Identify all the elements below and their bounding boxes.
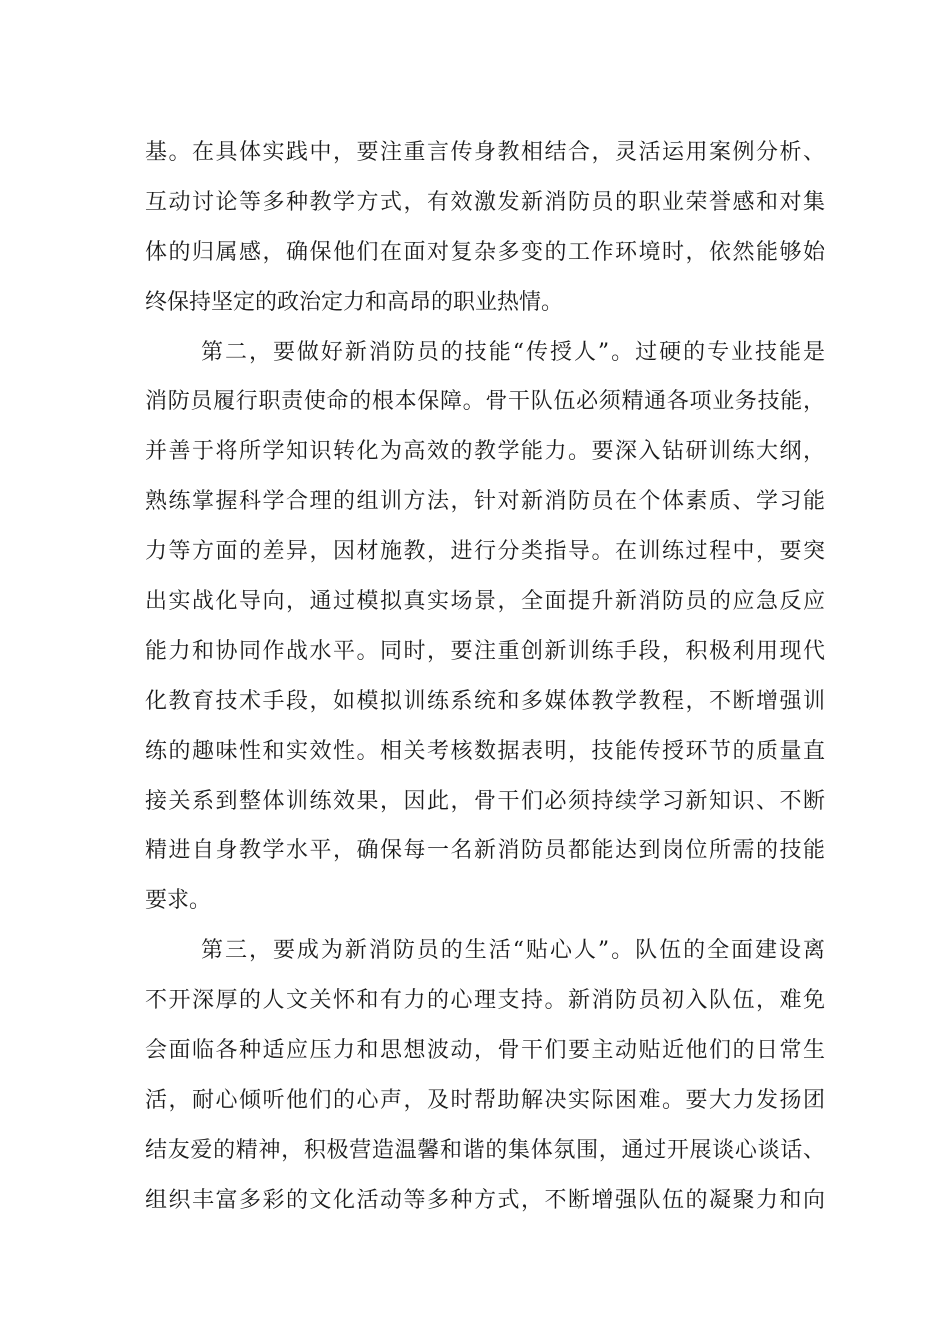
text-line: 精进自身教学水平，确保每一名新消防员都能达到岗位所需的技能	[145, 838, 827, 864]
text-line: 终保持坚定的政治定力和高昂的职业热情。	[145, 289, 564, 315]
text-line: 熟练掌握科学合理的组训方法，针对新消防员在个体素质、学习能	[145, 489, 827, 515]
text-line: 第二，要做好新消防员的技能“传授人”。过硬的专业技能是	[201, 339, 827, 365]
text-line: 出实战化导向，通过模拟真实场景，全面提升新消防员的应急反应	[145, 589, 827, 615]
text-line: 接关系到整体训练效果，因此，骨干们必须持续学习新知识、不断	[145, 788, 827, 814]
text-line: 并善于将所学知识转化为高效的教学能力。要深入钻研训练大纲，	[145, 439, 827, 465]
text-line: 消防员履行职责使命的根本保障。骨干队伍必须精通各项业务技能，	[145, 389, 826, 415]
text-line: 体的归属感，确保他们在面对复杂多变的工作环境时，依然能够始	[145, 239, 827, 265]
body-text	[145, 128, 825, 1226]
text-line: 第三，要成为新消防员的生活“贴心人”。队伍的全面建设离	[201, 938, 827, 964]
text-line: 会面临各种适应压力和思想波动，骨干们要主动贴近他们的日常生	[145, 1038, 827, 1064]
text-line: 结友爱的精神，积极营造温馨和谐的集体氛围，通过开展谈心谈话、	[145, 1137, 826, 1163]
text-line: 练的趣味性和实效性。相关考核数据表明，技能传授环节的质量直	[145, 738, 827, 764]
text-line: 基。在具体实践中，要注重言传身教相结合，灵活运用案例分析、	[145, 140, 827, 165]
text-line: 能力和协同作战水平。同时，要注重创新训练手段，积极利用现代	[145, 638, 827, 664]
text-line: 不开深厚的人文关怀和有力的心理支持。新消防员初入队伍，难免	[145, 988, 827, 1014]
text-line: 组织丰富多彩的文化活动等多种方式，不断增强队伍的凝聚力和向	[145, 1187, 827, 1213]
text-line: 化教育技术手段，如模拟训练系统和多媒体教学教程，不断增强训	[145, 688, 827, 714]
text-line: 互动讨论等多种教学方式，有效激发新消防员的职业荣誉感和对集	[145, 189, 827, 215]
text-line: 力等方面的差异，因材施教，进行分类指导。在训练过程中，要突	[145, 539, 827, 565]
text-line: 活，耐心倾听他们的心声，及时帮助解决实际困难。要大力发扬团	[145, 1087, 827, 1113]
text-line: 要求。	[145, 888, 212, 914]
